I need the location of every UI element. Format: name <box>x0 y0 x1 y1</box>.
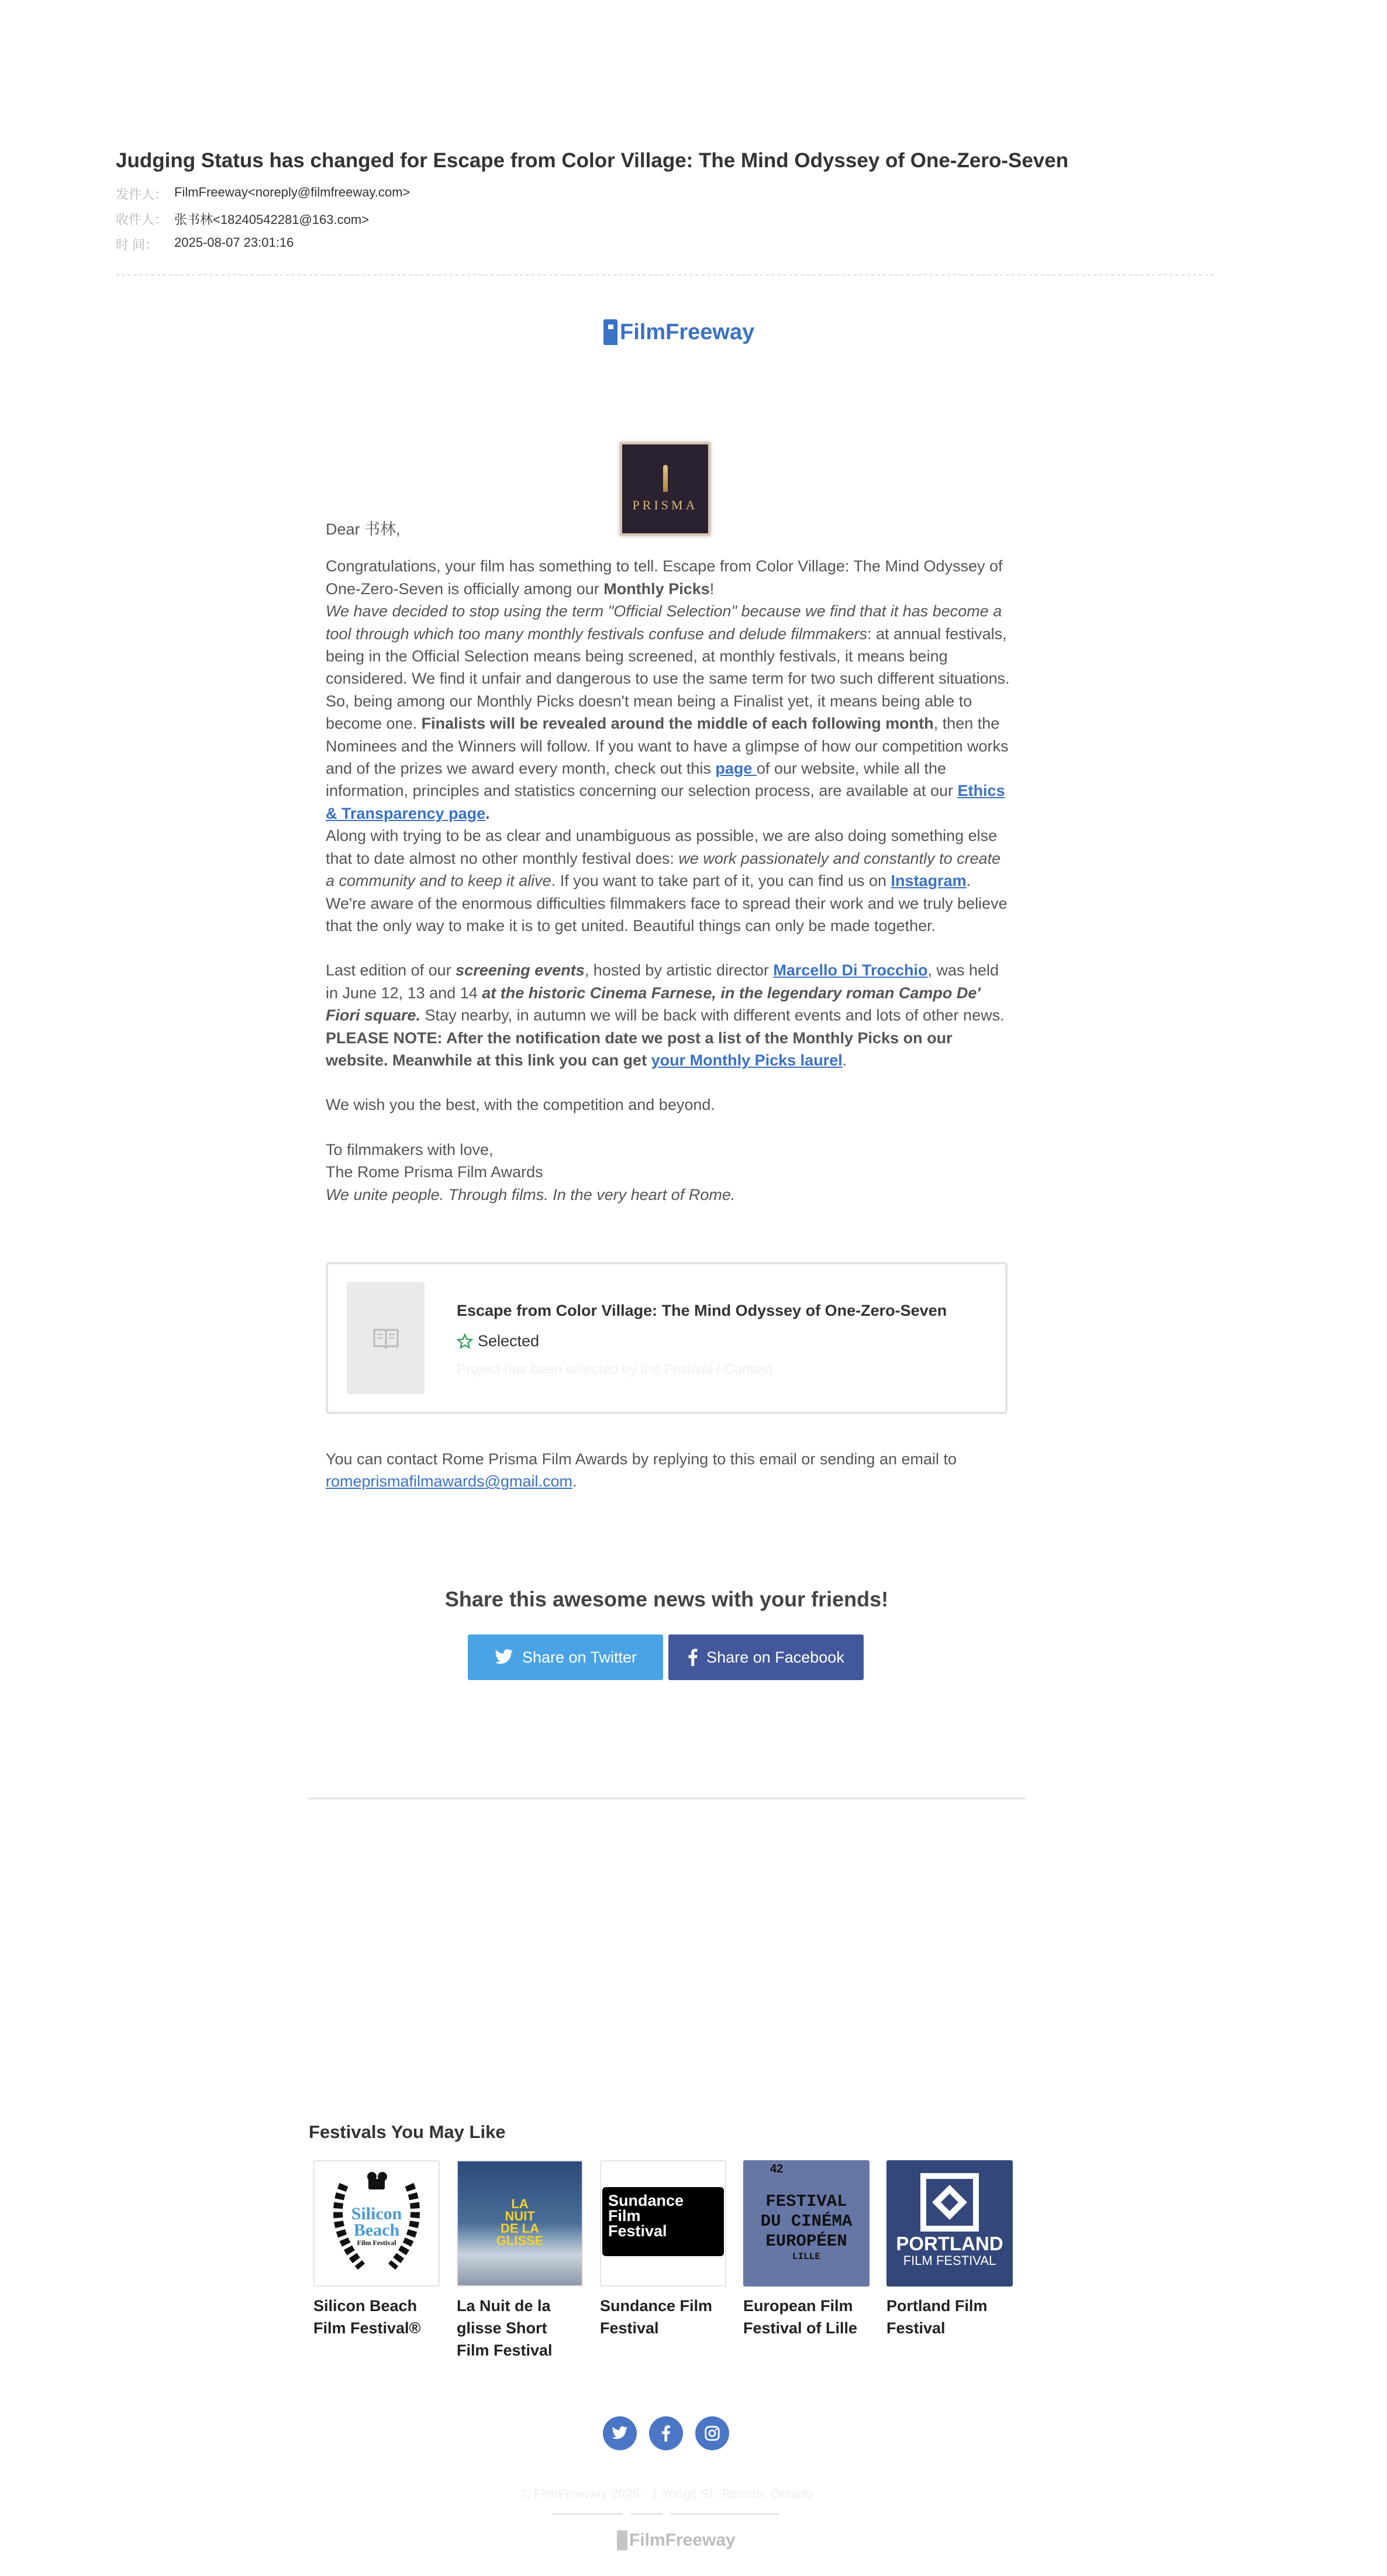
statue-icon <box>663 465 668 492</box>
lille-logo-line2: DU CINÉMA <box>760 2212 853 2231</box>
festival-logo-silicon-beach <box>313 2160 440 2287</box>
share-facebook-button[interactable] <box>668 1634 864 1680</box>
share-facebook-label: Share on Facebook <box>706 1648 844 1666</box>
festival-name[interactable]: La Nuit de la glisse Short Film Festival <box>457 2297 553 2359</box>
festival-logo-la-nuit <box>457 2160 583 2287</box>
filmfreeway-logo[interactable] <box>603 319 754 345</box>
footer-brand-text: FilmFreeway <box>629 2530 736 2550</box>
footer-filmfreeway-logo[interactable] <box>617 2530 736 2550</box>
sundance-logo-line2: Film <box>608 2207 641 2225</box>
festival-card[interactable] <box>600 2160 726 2339</box>
footer-address: © FilmFreeway 2025 · 1 Yonge St, Toronto, Ontario <box>520 2487 813 2501</box>
header-divider <box>116 274 1214 275</box>
lanuit-logo-line4: GLISSE <box>496 2233 544 2248</box>
footer-facebook-button[interactable] <box>649 2416 683 2450</box>
from-value[interactable]: FilmFreeway<noreply@filmfreeway.com> <box>174 185 410 199</box>
lille-logo-number: 42 <box>770 2163 784 2175</box>
festival-logo-lille <box>743 2160 870 2287</box>
film-status-card[interactable] <box>326 1262 1008 1414</box>
from-label: 发件人： <box>116 187 168 202</box>
lille-logo-line1: FESTIVAL <box>765 2192 847 2211</box>
filmfreeway-mark-icon <box>617 2530 627 2550</box>
festival-card[interactable] <box>457 2160 583 2361</box>
paragraph-6: We wish you the best, with the competition and beyond. <box>326 1096 715 1114</box>
share-heading: Share this awesome news with your friends! <box>444 1587 889 1611</box>
signoff-1: To filmmakers with love, <box>326 1140 494 1158</box>
share-twitter-button[interactable] <box>468 1634 663 1680</box>
portland-logo-line1: PORTLAND <box>896 2233 1003 2254</box>
ethics-transparency-link[interactable]: Ethics & Transparency page <box>326 782 1005 822</box>
signoff-3: We unite people. Through films. In the very heart of Rome. <box>326 1185 736 1203</box>
lille-logo-line4: LILLE <box>792 2251 820 2262</box>
sundance-logo-line3: Festival <box>608 2222 667 2240</box>
instagram-icon <box>703 2425 721 2442</box>
letter-body <box>326 518 1010 1206</box>
email-subject: Judging Status has changed for Escape from Color Village: The Mind Odyssey of One-Zero-Seven <box>116 149 1069 172</box>
sundance-logo-line1: Sundance <box>608 2192 684 2209</box>
star-icon <box>457 1333 473 1350</box>
festivals-heading: Festivals You May Like <box>309 2122 506 2142</box>
contact-email-link[interactable]: romeprismafilmawards@gmail.com <box>326 1473 572 1491</box>
signoff-2: The Rome Prisma Film Awards <box>326 1163 543 1181</box>
book-icon <box>372 1326 400 1350</box>
contact-paragraph: You can contact Rome Prisma Film Awards by replying to this email or sending an email to romeprismafilmawards@gmail.com. <box>326 1450 957 1491</box>
footer-link-terms[interactable] <box>553 2513 623 2515</box>
silicon-logo-line3: Film Festival <box>357 2239 396 2247</box>
to-value[interactable]: 张书林<18240542281@163.com> <box>174 212 369 227</box>
paragraph-1: Congratulations, your film has something to tell. Escape from Color Village: The Mind Odyssey of One-Zero-Seven is officially among our Monthly Picks! <box>326 557 1003 598</box>
festival-logo-sundance <box>600 2160 726 2287</box>
festival-card[interactable] <box>313 2160 440 2339</box>
paragraph-5: Last edition of our screening events, hosted by artistic director Marcello Di Trocchio, was held in June 12, 13 and 14 at the historic Cinema Farnese, in the legendary roman Campo De' Fiori square. Stay nearby, in autumn we will be back with different events and lots of other news. PLEASE NOTE: After the notification date we post a list of the Monthly Picks on our website. Meanwhile at this link you can get your Monthly Picks laurel. <box>326 961 1005 1069</box>
laurel-link[interactable]: your Monthly Picks laurel <box>651 1051 843 1069</box>
festival-name[interactable]: Portland Film Festival <box>886 2297 988 2337</box>
festival-card[interactable] <box>743 2160 870 2339</box>
time-label: 时 间： <box>116 237 158 252</box>
silicon-logo-line1: Silicon <box>351 2204 402 2223</box>
festival-name[interactable]: Sundance Film Festival <box>600 2297 713 2337</box>
lanuit-logo-line1: LA <box>511 2196 529 2211</box>
paragraph-2: We have decided to stop using the term "Official Selection" because we find that it has become a tool through which too many monthly festivals confuse and delude filmmakers: at annual festivals, being in the Official Selection means being screened, at monthly festivals, it means being considered. We find it unfair and dangerous to use the same term for two such different situations. <box>326 602 1010 688</box>
facebook-icon <box>661 2425 671 2441</box>
twitter-icon <box>611 2426 629 2440</box>
prisma-logo-text: PRISMA <box>632 498 698 512</box>
filmfreeway-logo-text: FilmFreeway <box>620 319 755 344</box>
from-row <box>116 185 410 203</box>
festival-name[interactable]: Silicon Beach Film Festival® <box>313 2297 421 2337</box>
director-link[interactable]: Marcello Di Trocchio <box>773 961 928 980</box>
film-title[interactable]: Escape from Color Village: The Mind Odyssey of One-Zero-Seven <box>457 1302 947 1319</box>
film-status-label: Selected <box>478 1332 540 1350</box>
film-thumbnail <box>347 1282 425 1394</box>
paragraph-4: Along with trying to be as clear and unambiguous as possible, we are also doing something else that to date almost no other monthly festival does: we work passionately and constantly to create a community and to keep it alive. If you want to take part of it, you can find us on Instagram. We're aware of the enormous difficulties filmmakers face to spread their work and we truly believe that the only way to make it is to get united. Beautiful things can only be made together. <box>326 827 1008 934</box>
facebook-icon <box>688 1649 698 1666</box>
portland-logo-line2: FILM FESTIVAL <box>903 2253 996 2268</box>
lanuit-logo-line2: NUIT <box>505 2209 535 2223</box>
portland-shutter-icon <box>920 2173 979 2232</box>
footer-link-privacy[interactable] <box>631 2513 663 2515</box>
instagram-link[interactable]: Instagram <box>891 872 967 890</box>
paragraph-3: So, being among our Monthly Picks doesn't mean being a Finalist yet, it means being able to become one. Finalists will be revealed around the middle of each following month, then the Nominees and the Winners will follow. If you want to have a glimpse of how our competition works and of the prizes we award every month, check out this page of our website, while all the information, principles and statistics concerning our selection process, are available at our Ethics & Transparency page. <box>326 692 1009 822</box>
share-twitter-label: Share on Twitter <box>522 1648 637 1666</box>
footer-twitter-button[interactable] <box>603 2416 637 2450</box>
footer-instagram-button[interactable] <box>695 2416 729 2450</box>
to-label: 收件人： <box>116 212 168 227</box>
twitter-icon <box>494 1649 514 1665</box>
festival-logo-portland <box>886 2160 1013 2287</box>
page-link[interactable]: page <box>715 760 757 778</box>
lanuit-logo-line3: DE LA <box>501 2221 539 2236</box>
festival-name[interactable]: European Film Festival of Lille <box>743 2297 858 2337</box>
film-status <box>457 1332 539 1350</box>
festival-card[interactable] <box>886 2160 1013 2339</box>
silicon-logo-line2: Beach <box>353 2220 400 2240</box>
time-value: 2025-08-07 23:01:16 <box>174 235 294 250</box>
footer-link-unsubscribe[interactable] <box>671 2513 779 2515</box>
time-row <box>116 235 294 253</box>
film-status-note: Project has been selected by the Festival / Contest <box>457 1361 773 1377</box>
lille-logo-line3: EUROPÉEN <box>765 2232 847 2251</box>
to-row <box>116 210 369 228</box>
filmfreeway-mark-icon <box>603 319 617 345</box>
greeting: Dear 书林, <box>326 520 401 538</box>
section-divider <box>309 1798 1026 1799</box>
